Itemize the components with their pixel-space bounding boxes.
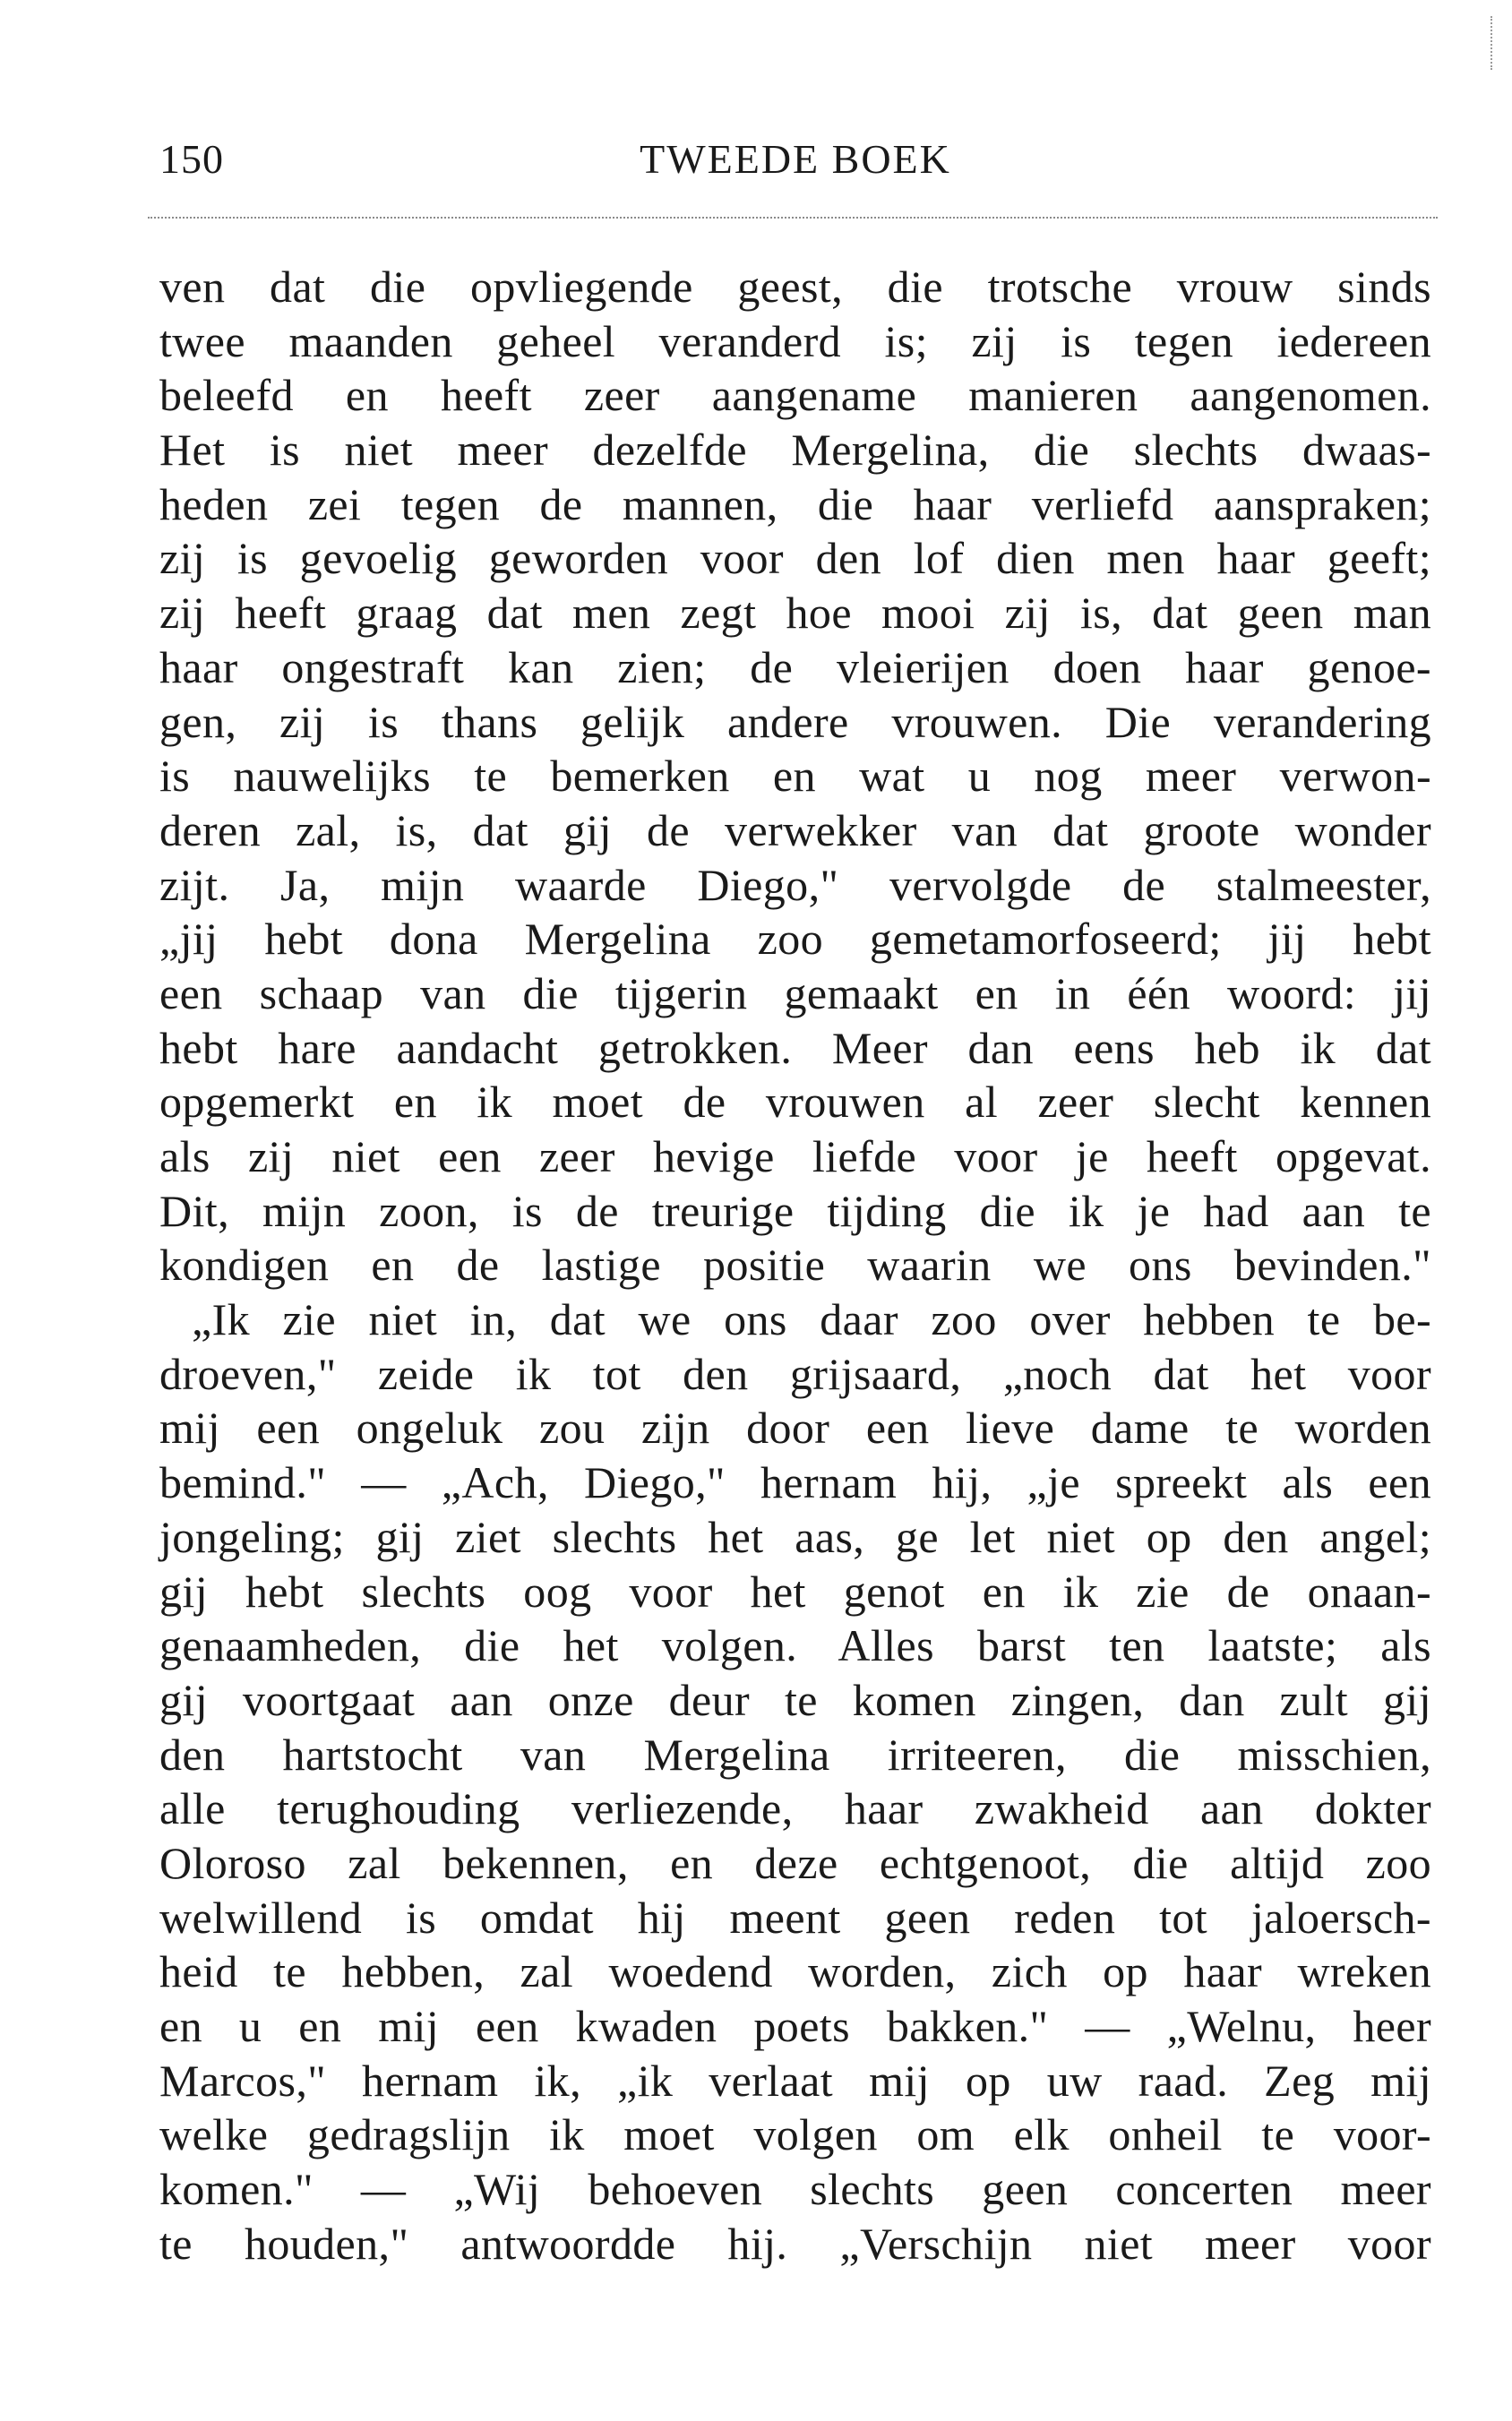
text-line: gij voortgaat aan onze deur te komen zingen, dan zult gij bbox=[159, 1674, 1431, 1725]
text-line: als zij niet een zeer hevige liefde voor je heeft opgevat. bbox=[159, 1131, 1431, 1181]
body-text bbox=[159, 260, 1431, 2271]
text-line: Het is niet meer dezelfde Mergelina, die slechts dwaas- bbox=[159, 425, 1431, 476]
text-line: te houden," antwoordde hij. „Verschijn niet meer voor bbox=[159, 2218, 1431, 2269]
text-line: haar ongestraft kan zien; de vleierijen doen haar genoe- bbox=[159, 641, 1431, 692]
text-line: is nauwelijks te bemerken en wat u nog meer verwon- bbox=[159, 751, 1431, 802]
text-line: bemind." — „Ach, Diego," hernam hij, „je spreekt als een bbox=[159, 1457, 1431, 1508]
page-header bbox=[159, 133, 1431, 195]
text-line: welwillend is omdat hij meent geen reden tot jaloersch- bbox=[159, 1892, 1431, 1943]
text-line: „jij hebt dona Mergelina zoo gemetamorfoseerd; jij hebt bbox=[159, 914, 1431, 965]
text-line: hebt hare aandacht getrokken. Meer dan eens heb ik dat bbox=[159, 1022, 1431, 1073]
text-line: opgemerkt en ik moet de vrouwen al zeer slecht kennen bbox=[159, 1077, 1431, 1128]
text-line: Oloroso zal bekennen, en deze echtgenoot, die altijd zoo bbox=[159, 1837, 1431, 1888]
text-line: gen, zij is thans gelijk andere vrouwen. Die verandering bbox=[159, 696, 1431, 747]
text-line: jongeling; gij ziet slechts het aas, ge let niet op den angel; bbox=[159, 1511, 1431, 1562]
text-line: beleefd en heeft zeer aangename manieren aangenomen. bbox=[159, 370, 1431, 421]
text-line: mij een ongeluk zou zijn door een lieve dame te worden bbox=[159, 1403, 1431, 1454]
text-line: Dit, mijn zoon, is de treurige tijding die ik je had aan te bbox=[159, 1185, 1431, 1236]
text-line: en u en mij een kwaden poets bakken." — „Welnu, heer bbox=[159, 2001, 1431, 2051]
text-line: kondigen en de lastige positie waarin we ons bevinden." bbox=[159, 1240, 1431, 1291]
text-line: deren zal, is, dat gij de verwekker van dat groote wonder bbox=[159, 804, 1431, 855]
text-line: zijt. Ja, mijn waarde Diego," vervolgde de stalmeester, bbox=[159, 859, 1431, 910]
text-line: droeven," zeide ik tot den grijsaard, „noch dat het voor bbox=[159, 1348, 1431, 1399]
running-title: TWEEDE BOEK bbox=[640, 136, 951, 182]
text-line: den hartstocht van Mergelina irriteeren, die misschien, bbox=[159, 1729, 1431, 1780]
text-line: gij hebt slechts oog voor het genot en ik zie de onaan- bbox=[159, 1566, 1431, 1617]
text-line: heid te hebben, zal woedend worden, zich op haar wreken bbox=[159, 1946, 1431, 1997]
text-line: twee maanden geheel veranderd is; zij is tegen iedereen bbox=[159, 315, 1431, 366]
text-line: zij is gevoelig geworden voor den lof dien men haar geeft; bbox=[159, 533, 1431, 584]
text-line: Marcos," hernam ik, „ik verlaat mij op uw raad. Zeg mij bbox=[159, 2055, 1431, 2106]
header-divider bbox=[148, 217, 1438, 219]
text-line: welke gedragslijn ik moet volgen om elk onheil te voor- bbox=[159, 2109, 1431, 2160]
text-line: alle terughouding verliezende, haar zwakheid aan dokter bbox=[159, 1783, 1431, 1834]
text-line: komen." — „Wij behoeven slechts geen concerten meer bbox=[159, 2164, 1431, 2215]
text-line: „Ik zie niet in, dat we ons daar zoo over hebben te be- bbox=[192, 1294, 1431, 1345]
margin-mark bbox=[1491, 16, 1501, 70]
page-number: 150 bbox=[159, 136, 224, 182]
text-line: een schaap van die tijgerin gemaakt en in één woord: jij bbox=[159, 967, 1431, 1018]
text-line: genaamheden, die het volgen. Alles barst ten laatste; als bbox=[159, 1620, 1431, 1671]
text-line: heden zei tegen de mannen, die haar verliefd aanspraken; bbox=[159, 478, 1431, 529]
text-line: zij heeft graag dat men zegt hoe mooi zij is, dat geen man bbox=[159, 588, 1431, 639]
text-line: ven dat die opvliegende geest, die trotsche vrouw sinds bbox=[159, 262, 1431, 312]
